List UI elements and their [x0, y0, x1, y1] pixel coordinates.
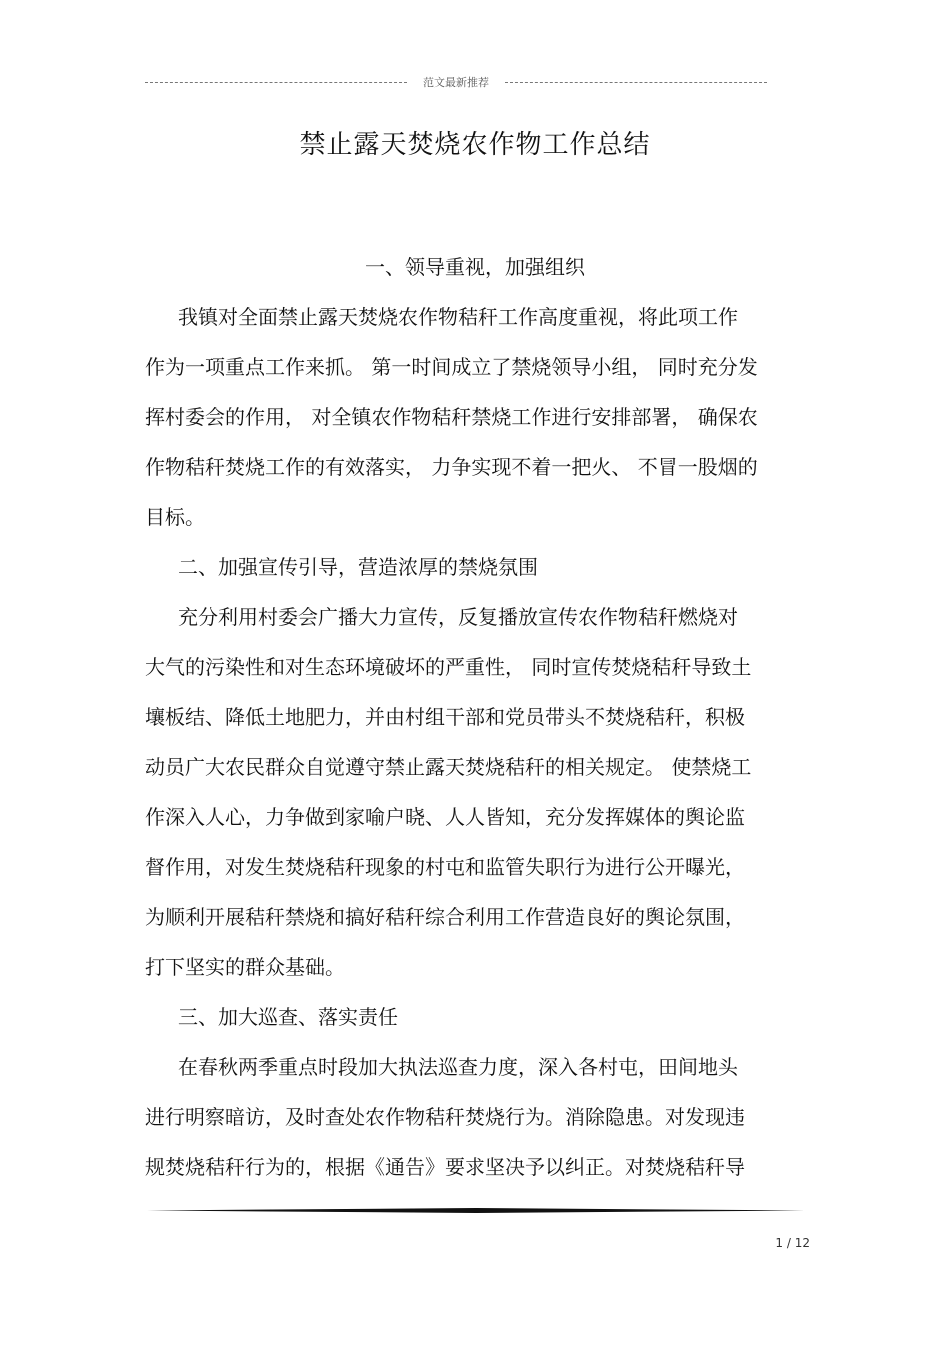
document-title: 禁止露天焚烧农作物工作总结	[299, 130, 651, 160]
paragraph-line: 督作用，对发生焚烧秸秆现象的村屯和监管失职行为进行公开曝光，	[145, 855, 745, 879]
footer-rule	[147, 1208, 805, 1213]
header-text: 范文最新推荐	[423, 76, 489, 89]
page-number: 1 / 12	[775, 1236, 810, 1250]
paragraph-line: 规焚烧秸秆行为的，根据《通告》要求坚决予以纠正。对焚烧秸秆导	[145, 1155, 745, 1179]
paragraph-line: 打下坚实的群众基础。	[145, 955, 345, 979]
paragraph-line: 为顺利开展秸秆禁烧和搞好秸秆综合利用工作营造良好的舆论氛围，	[145, 905, 745, 929]
paragraph-line: 目标。	[145, 505, 205, 529]
paragraph-line: 大气的污染性和对生态环境破坏的严重性， 同时宣传焚烧秸秆导致土	[145, 655, 752, 679]
paragraph-line: 充分利用村委会广播大力宣传，反复播放宣传农作物秸秆燃烧对	[178, 605, 738, 629]
section-2-heading: 二、加强宣传引导，营造浓厚的禁烧氛围	[178, 555, 538, 579]
page-header	[145, 72, 767, 92]
header-dashed-rule-left	[145, 82, 407, 83]
paragraph-line: 作为一项重点工作来抓。 第一时间成立了禁烧领导小组， 同时充分发	[145, 355, 758, 379]
paragraph-line: 挥村委会的作用， 对全镇农作物秸秆禁烧工作进行安排部署， 确保农	[145, 405, 758, 429]
paragraph-line: 进行明察暗访，及时查处农作物秸秆焚烧行为。消除隐患。对发现违	[145, 1105, 745, 1129]
header-dashed-rule-right	[505, 82, 767, 83]
paragraph-line: 作物秸秆焚烧工作的有效落实， 力争实现不着一把火、 不冒一股烟的	[145, 455, 758, 479]
paragraph-line: 我镇对全面禁止露天焚烧农作物秸秆工作高度重视，将此项工作	[178, 305, 738, 329]
paragraph-line: 动员广大农民群众自觉遵守禁止露天焚烧秸秆的相关规定。 使禁烧工	[145, 755, 752, 779]
section-1-heading: 一、领导重视，加强组织	[365, 255, 585, 279]
paragraph-line: 在春秋两季重点时段加大执法巡查力度，深入各村屯，田间地头	[178, 1055, 738, 1079]
paragraph-line: 壤板结、降低土地肥力，并由村组干部和党员带头不焚烧秸秆，积极	[145, 705, 745, 729]
section-3-heading: 三、加大巡查、落实责任	[178, 1005, 398, 1029]
paragraph-line: 作深入人心，力争做到家喻户晓、人人皆知，充分发挥媒体的舆论监	[145, 805, 745, 829]
